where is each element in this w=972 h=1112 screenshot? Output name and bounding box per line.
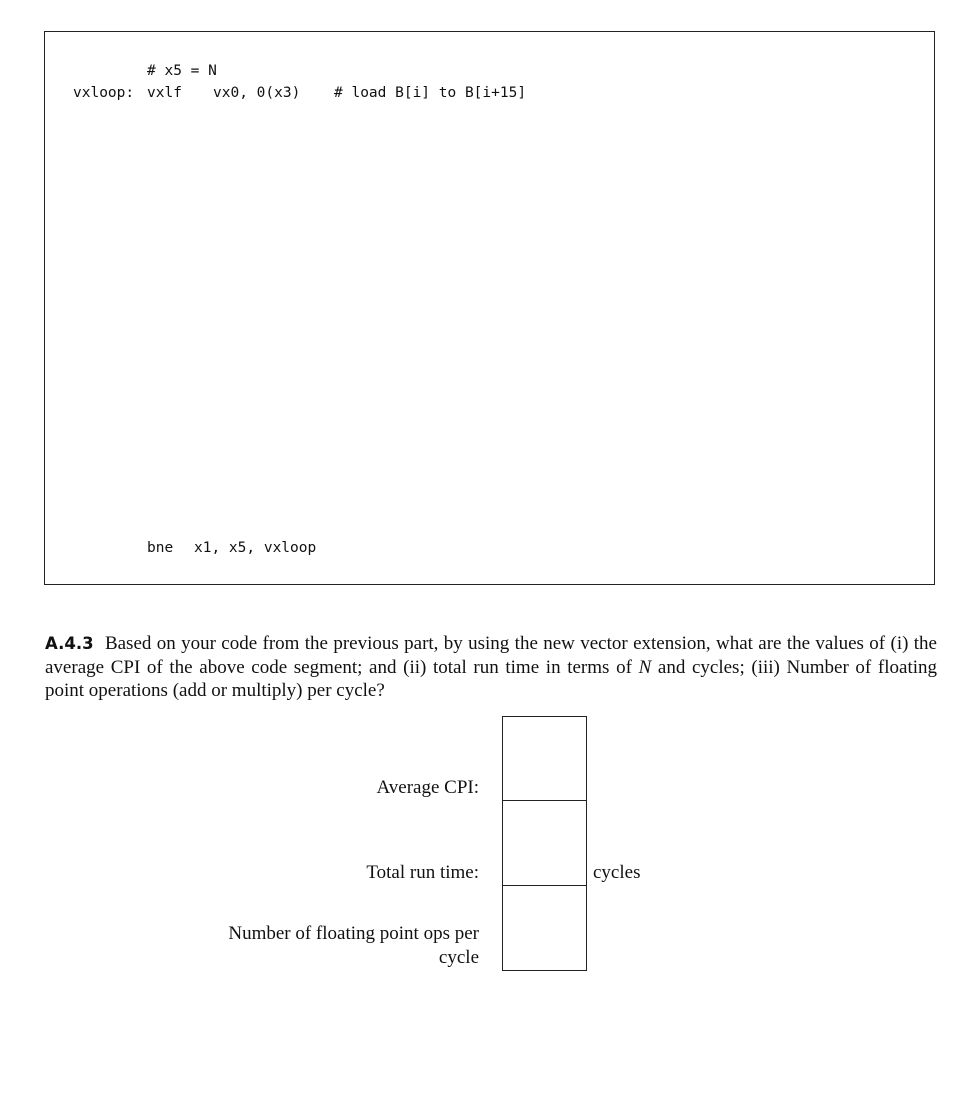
variable-n: N — [638, 656, 652, 678]
loop-label: vxloop: — [73, 85, 135, 101]
vxlf-operands: vx0, 0(x3) — [213, 85, 301, 101]
vxlf-opcode: vxlf — [147, 85, 182, 101]
average-cpi-input-box[interactable] — [502, 716, 587, 802]
average-cpi-label: Average CPI: — [376, 777, 479, 798]
flops-per-cycle-input-box[interactable] — [502, 885, 587, 971]
question-number: A.4.3 — [45, 634, 94, 653]
cycles-unit-label: cycles — [593, 862, 641, 883]
bne-opcode: bne — [147, 540, 174, 556]
code-comment-line: # x5 = N — [147, 63, 217, 79]
flops-per-cycle-label: Number of floating point ops per cycle — [228, 923, 479, 968]
bne-operands: x1, x5, vxloop — [194, 540, 317, 556]
question-a43 — [45, 632, 937, 703]
total-run-time-label: Total run time: — [366, 862, 479, 883]
vxlf-comment: # load B[i] to B[i+15] — [334, 85, 527, 101]
question-text: Based on your code from the previous part, by using the new vector extension, what are the values of (i) the average CPI of the above code segment; and (ii) total run time in terms of N and cycles; (iii) Number of floating point operations (add or multiply) per cycle? — [45, 633, 938, 701]
total-run-time-input-box[interactable] — [502, 800, 587, 887]
code-answer-box[interactable] — [44, 31, 935, 585]
